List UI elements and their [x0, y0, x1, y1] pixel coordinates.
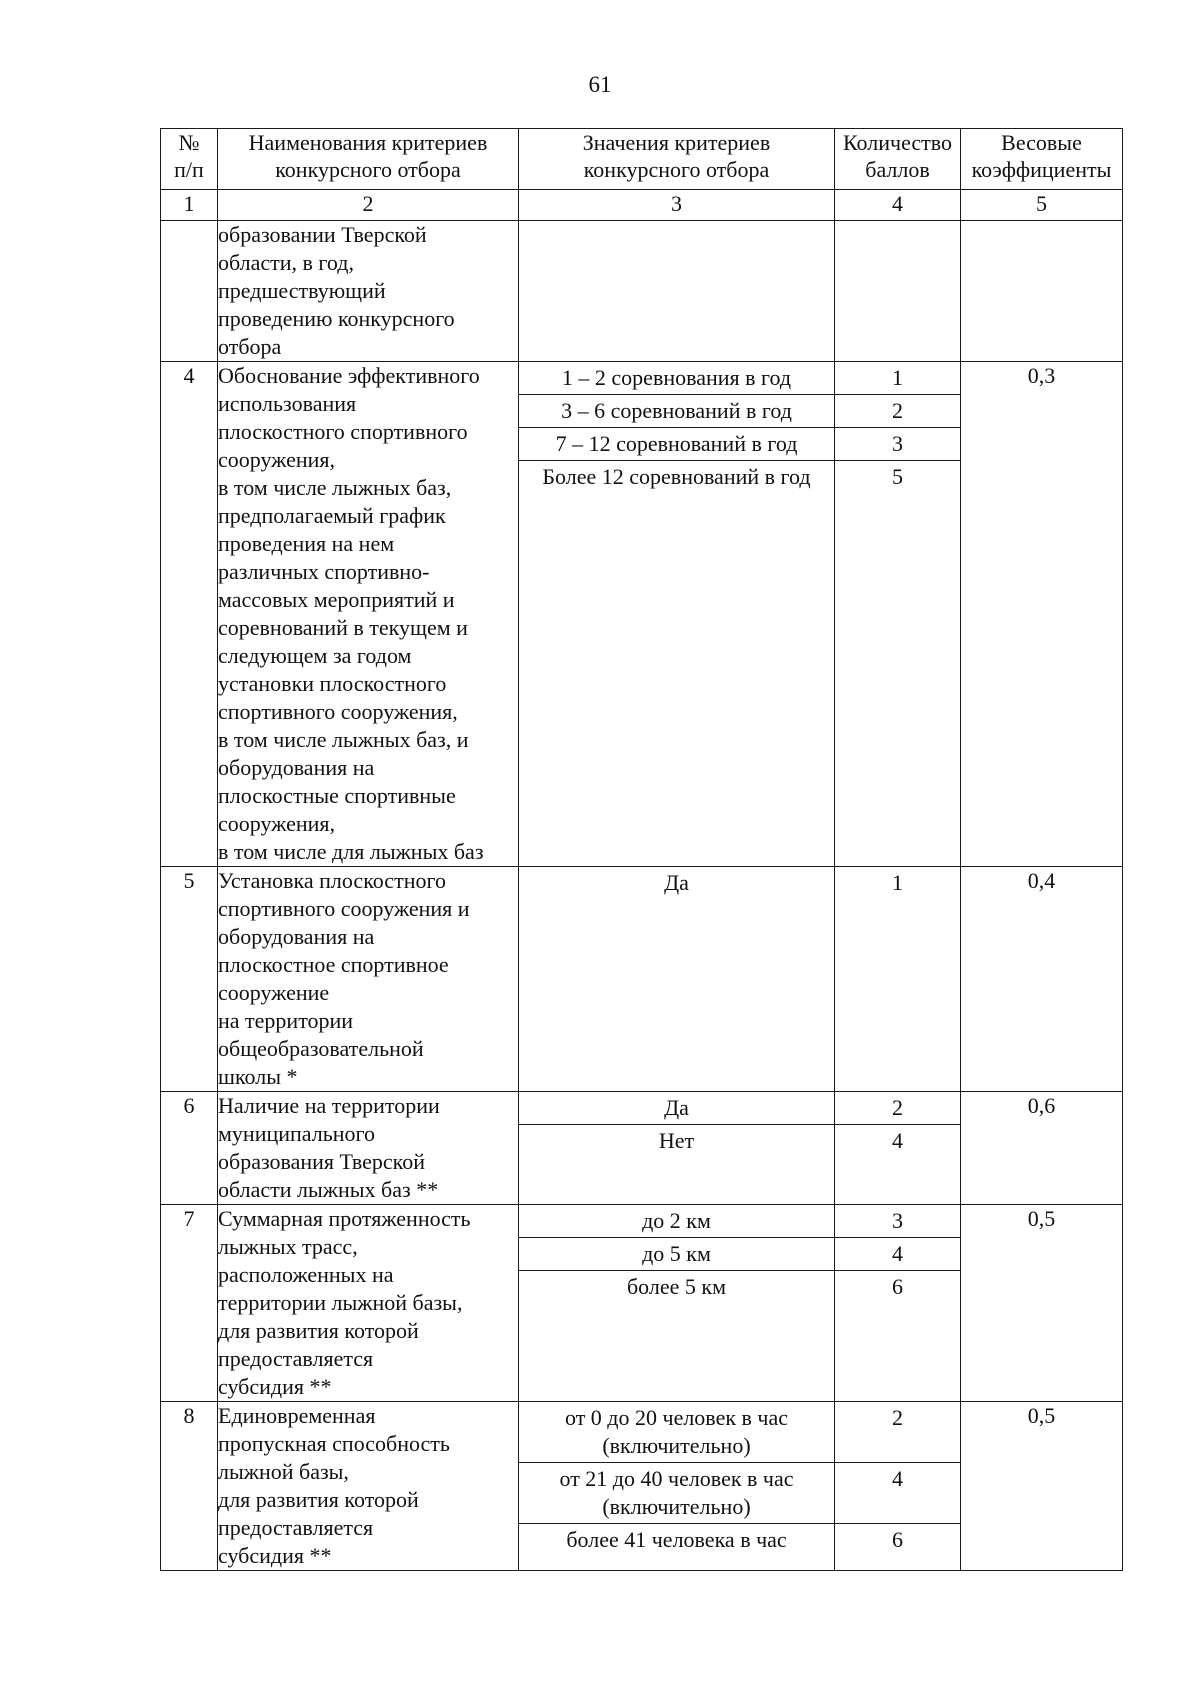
criteria-name-line: плоскостного спортивного	[218, 419, 468, 444]
criteria-number: 7	[161, 1205, 218, 1402]
header-number-line2: п/п	[174, 157, 204, 182]
header-weights-line1: Весовые	[1001, 130, 1082, 155]
criteria-name-line: спортивного сооружения,	[218, 699, 458, 724]
criteria-number: 4	[161, 362, 218, 867]
page-number: 61	[588, 72, 612, 97]
criteria-name-line: оборудования на	[218, 924, 375, 949]
criteria-name-line: в том числе лыжных баз, и	[218, 727, 469, 752]
criteria-name-line: территории лыжной базы,	[218, 1290, 463, 1315]
header-criteria-name	[218, 129, 519, 190]
criteria-name-line: предоставляется	[218, 1346, 374, 1371]
criteria-row	[161, 1402, 1123, 1571]
criteria-name-line: общеобразовательной	[218, 1036, 424, 1061]
criteria-name-line: муниципального	[218, 1121, 376, 1146]
criteria-row	[161, 1092, 1123, 1205]
criteria-value: 1 – 2 соревнования в год	[519, 362, 834, 395]
criteria-name-line: плоскостное спортивное	[218, 952, 449, 977]
criteria-value: Да	[519, 1092, 834, 1125]
header-weights-line2: коэффициенты	[971, 157, 1112, 182]
criteria-name-line: отбора	[218, 334, 282, 359]
criteria-name-line: сооружения,	[218, 811, 336, 836]
criteria-score: 6	[892, 1527, 903, 1552]
criteria-values	[519, 221, 835, 362]
criteria-name-line: проведению конкурсного	[218, 306, 455, 331]
criteria-score: 2	[835, 1092, 960, 1125]
criteria-name-line: массовых мероприятий и	[218, 587, 455, 612]
criteria-value: Более 12 соревнований в год	[542, 464, 811, 489]
criteria-name	[218, 867, 519, 1092]
criteria-name-line: образования Тверской	[218, 1149, 426, 1174]
column-number-2: 2	[218, 190, 519, 221]
criteria-name	[218, 1092, 519, 1205]
criteria-score: 1	[892, 870, 903, 895]
criteria-name-line: расположенных на	[218, 1262, 394, 1287]
criteria-score: 5	[892, 464, 903, 489]
column-number-5: 5	[961, 190, 1123, 221]
criteria-values	[519, 362, 835, 867]
criteria-value	[519, 1524, 834, 1555]
criteria-value: Нет	[658, 1128, 695, 1153]
criteria-value: более 5 км	[626, 1274, 727, 1299]
criteria-name-line: сооружения,	[218, 447, 336, 472]
criteria-name-line: предоставляется	[218, 1515, 374, 1540]
criteria-scores	[835, 1402, 961, 1571]
criteria-name	[218, 362, 519, 867]
criteria-name-line: предполагаемый график	[218, 503, 446, 528]
criteria-score: 3	[835, 428, 960, 461]
criteria-name-line: для развития которой	[218, 1318, 419, 1343]
header-criteria-name-line2: конкурсного отбора	[275, 157, 461, 182]
criteria-name-line: проведения на нем	[218, 531, 395, 556]
criteria-name-line: Суммарная протяженность	[218, 1206, 471, 1231]
criteria-score: 4	[892, 1128, 903, 1153]
header-criteria-values	[519, 129, 835, 190]
criteria-name-line: следующем за годом	[218, 643, 412, 668]
criteria-name-line: в том числе лыжных баз,	[218, 475, 452, 500]
criteria-value: 3 – 6 соревнований в год	[519, 395, 834, 428]
criteria-name-line: области, в год,	[218, 250, 354, 275]
criteria-value: до 2 км	[519, 1205, 834, 1238]
header-weights	[961, 129, 1123, 190]
criteria-value	[519, 1463, 834, 1524]
criteria-score: 4	[835, 1238, 960, 1271]
criteria-weight	[961, 221, 1123, 362]
criteria-value: Да	[664, 870, 689, 895]
criteria-weight: 0,6	[961, 1092, 1123, 1205]
criteria-name-line: оборудования на	[218, 755, 375, 780]
criteria-name-line: в том числе для лыжных баз	[218, 839, 484, 864]
header-scores-line1: Количество	[842, 130, 953, 155]
criteria-name-line: сооружение	[218, 980, 330, 1005]
criteria-scores	[835, 1092, 961, 1205]
criteria-name	[218, 1205, 519, 1402]
criteria-values	[519, 867, 835, 1092]
criteria-values	[519, 1402, 835, 1571]
criteria-row	[161, 362, 1123, 867]
criteria-value-line: (включительно)	[602, 1433, 751, 1458]
criteria-name-line: соревнований в текущем и	[218, 615, 468, 640]
criteria-value: 7 – 12 соревнований в год	[519, 428, 834, 461]
criteria-scores	[835, 867, 961, 1092]
criteria-name-line: установки плоскостного	[218, 671, 447, 696]
criteria-name-line: использования	[218, 391, 357, 416]
criteria-name-line: субсидия **	[218, 1543, 332, 1568]
criteria-name-line: предшествующий	[218, 278, 386, 303]
criteria-name-line: Единовременная	[218, 1403, 376, 1428]
criteria-values	[519, 1092, 835, 1205]
header-scores-line2: баллов	[865, 157, 930, 182]
criteria-name-line: образовании Тверской	[218, 222, 427, 247]
criteria-name-line: для развития которой	[218, 1487, 419, 1512]
criteria-name-line: Обоснование эффективного	[218, 363, 480, 388]
criteria-value	[519, 1402, 834, 1463]
criteria-score: 2	[835, 1402, 960, 1463]
criteria-table	[160, 128, 1123, 1571]
criteria-sheet	[160, 128, 1122, 1571]
criteria-name	[218, 221, 519, 362]
criteria-weight: 0,3	[961, 362, 1123, 867]
criteria-weight: 0,5	[961, 1402, 1123, 1571]
criteria-scores	[835, 362, 961, 867]
header-number-line1: №	[178, 130, 200, 155]
criteria-score: 3	[835, 1205, 960, 1238]
criteria-name-line: области лыжных баз **	[218, 1177, 439, 1202]
criteria-scores	[835, 221, 961, 362]
criteria-score: 1	[835, 362, 960, 395]
header-number	[161, 129, 218, 190]
criteria-row	[161, 1205, 1123, 1402]
criteria-name-line: Установка плоскостного	[218, 868, 446, 893]
criteria-value: до 5 км	[519, 1238, 834, 1271]
header-criteria-values-line1: Значения критериев	[582, 130, 771, 155]
column-numbering-row	[161, 190, 1123, 221]
column-number-1: 1	[161, 190, 218, 221]
criteria-scores	[835, 1205, 961, 1402]
header-row	[161, 129, 1123, 190]
criteria-values	[519, 1205, 835, 1402]
header-criteria-name-line1: Наименования критериев	[248, 130, 488, 155]
criteria-score: 4	[835, 1463, 960, 1524]
criteria-value-line: от 0 до 20 человек в час	[564, 1405, 789, 1430]
criteria-number: 6	[161, 1092, 218, 1205]
criteria-number: 5	[161, 867, 218, 1092]
criteria-name-line: субсидия **	[218, 1374, 332, 1399]
header-criteria-values-line2: конкурсного отбора	[583, 157, 770, 182]
criteria-value-line: от 21 до 40 человек в час	[559, 1466, 794, 1491]
criteria-value-line: (включительно)	[602, 1494, 751, 1519]
criteria-name-line: Наличие на территории	[218, 1093, 440, 1118]
criteria-row	[161, 221, 1123, 362]
criteria-score: 6	[892, 1274, 903, 1299]
criteria-name-line: пропускная способность	[218, 1431, 450, 1456]
criteria-name-line: на территории	[218, 1008, 354, 1033]
criteria-name-line: спортивного сооружения и	[218, 896, 470, 921]
criteria-weight: 0,5	[961, 1205, 1123, 1402]
criteria-weight: 0,4	[961, 867, 1123, 1092]
criteria-row	[161, 867, 1123, 1092]
criteria-value-line: более 41 человека в час	[566, 1527, 787, 1552]
criteria-name-line: школы *	[218, 1064, 298, 1089]
criteria-name-line: плоскостные спортивные	[218, 783, 456, 808]
criteria-score: 2	[835, 395, 960, 428]
criteria-name-line: лыжных трасс,	[218, 1234, 358, 1259]
column-number-4: 4	[835, 190, 961, 221]
header-scores	[835, 129, 961, 190]
criteria-name-line: лыжной базы,	[218, 1459, 349, 1484]
criteria-name	[218, 1402, 519, 1571]
criteria-name-line: различных спортивно-	[218, 559, 430, 584]
column-number-3: 3	[519, 190, 835, 221]
criteria-number	[161, 221, 218, 362]
criteria-number: 8	[161, 1402, 218, 1571]
